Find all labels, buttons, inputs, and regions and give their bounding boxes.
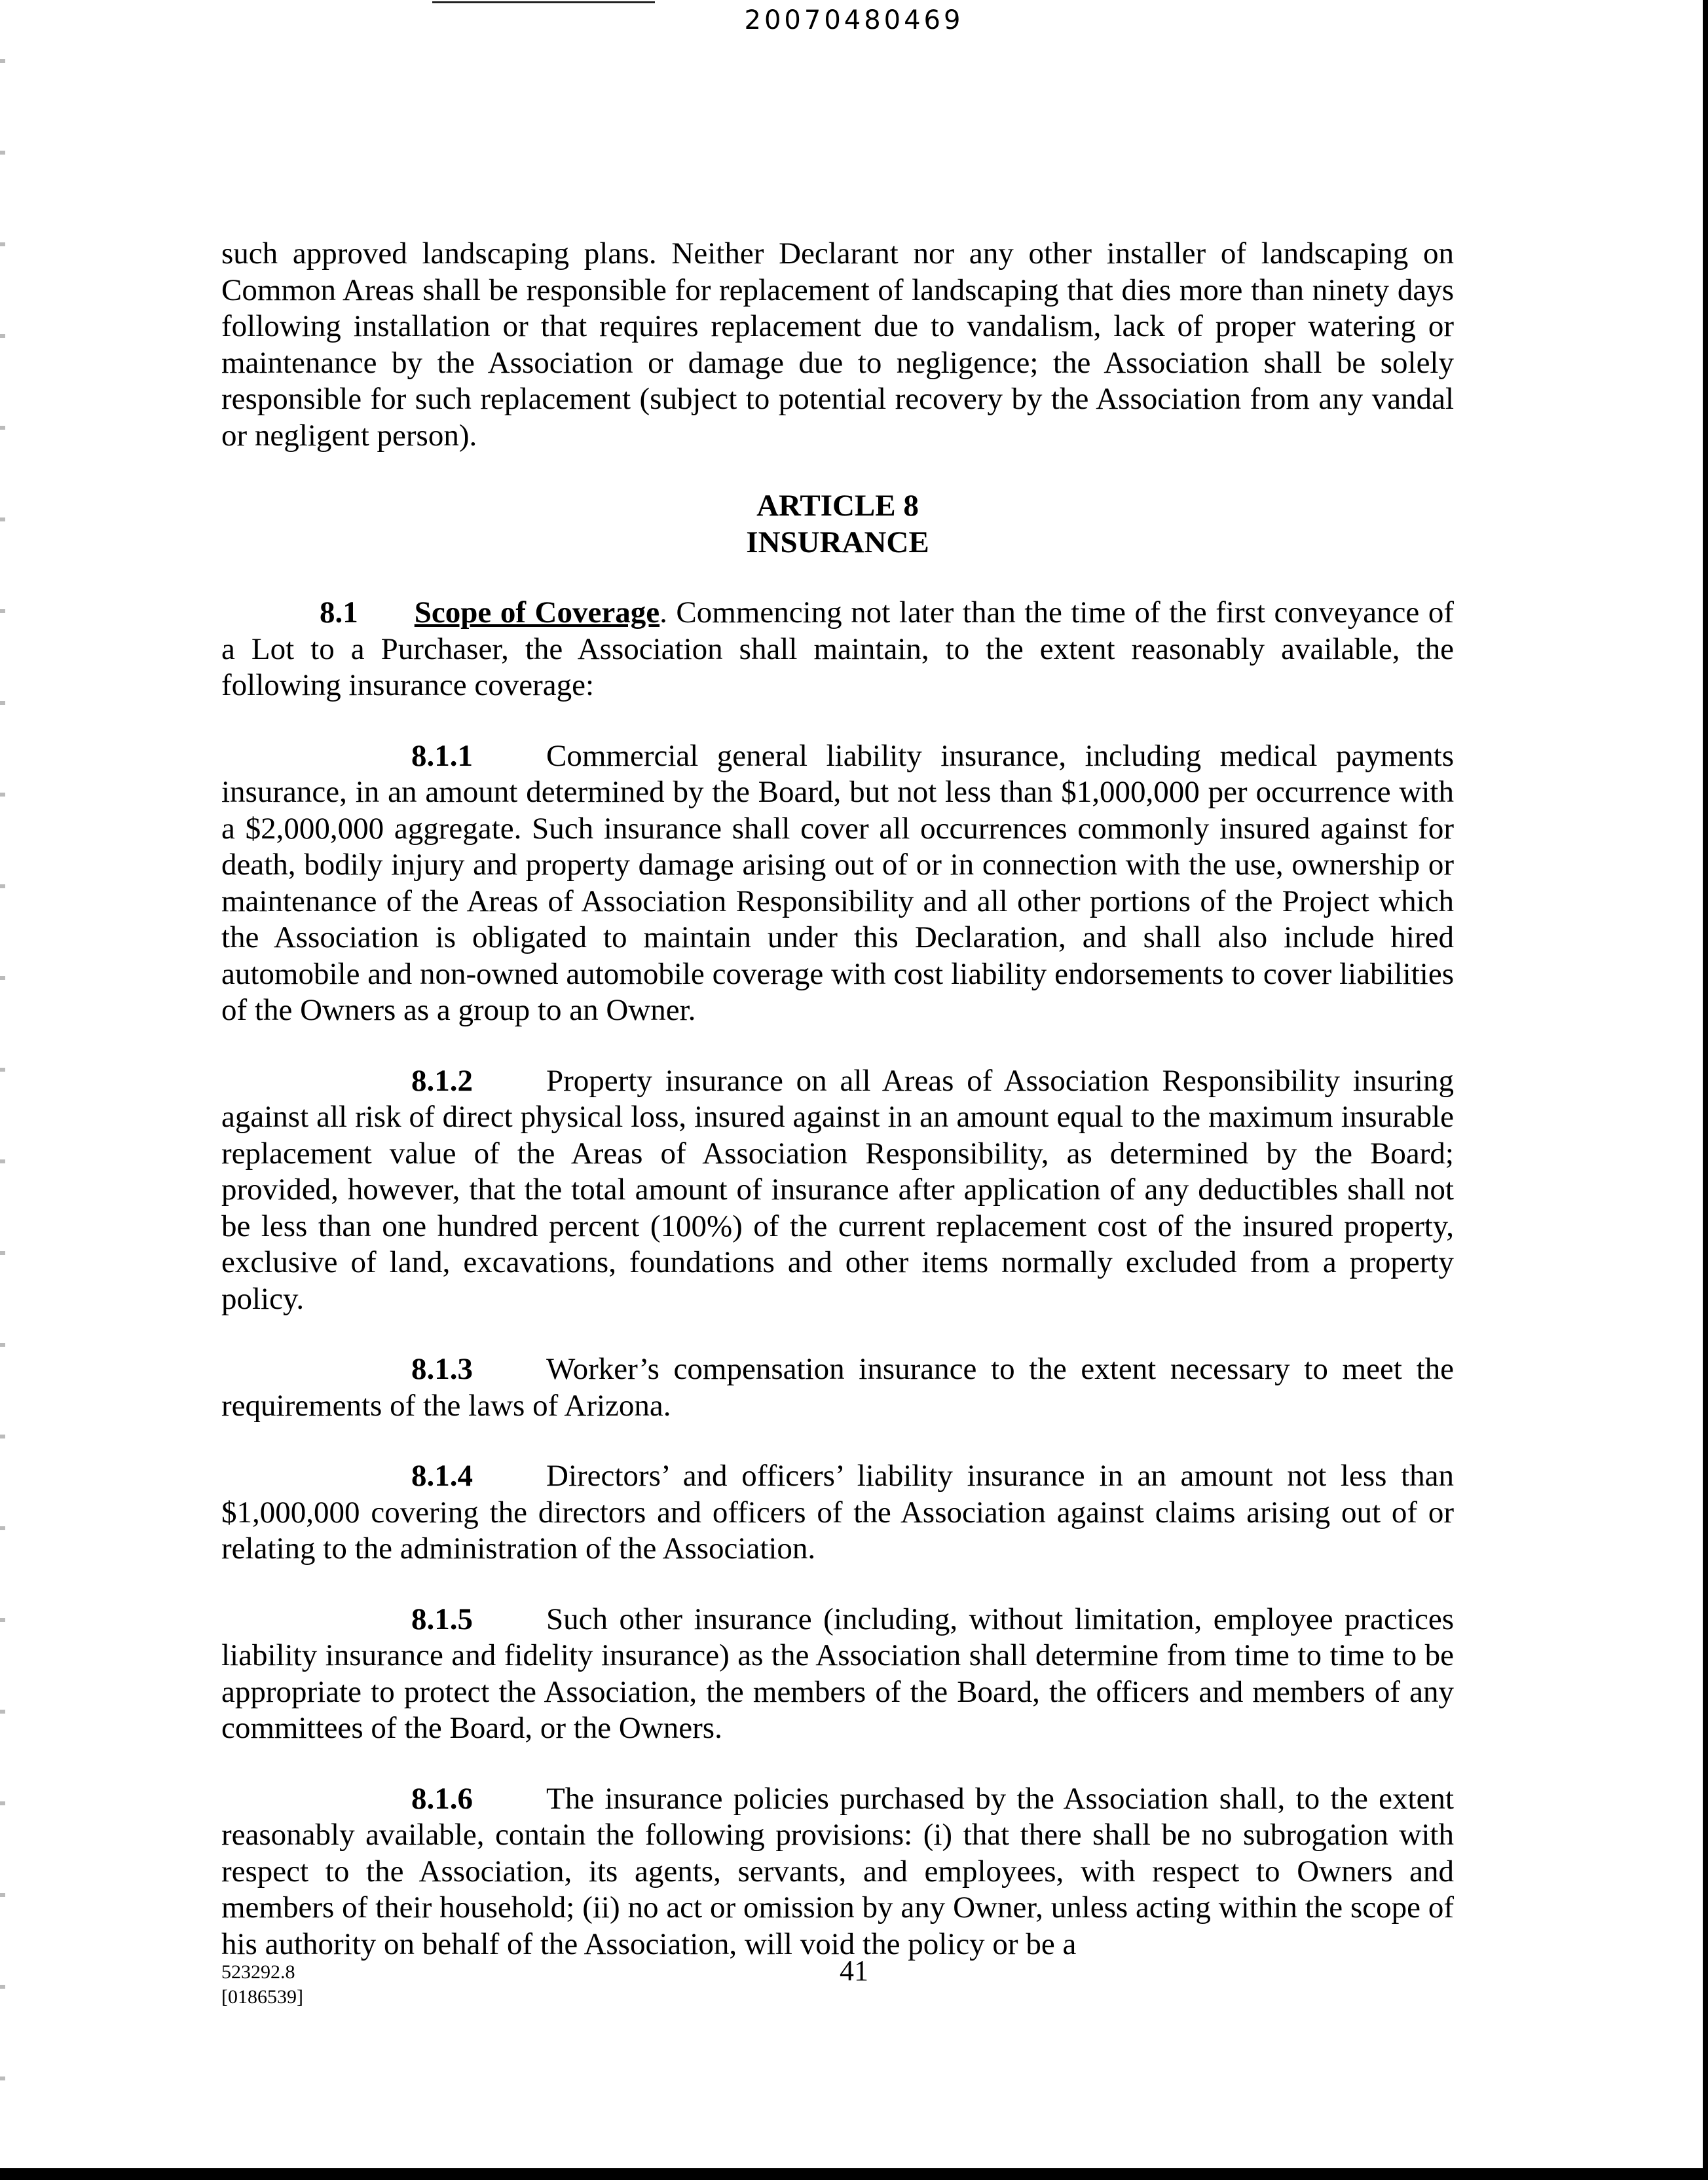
section-number: 8.1	[320, 595, 358, 630]
subsection-8-1-3	[221, 1351, 1454, 1424]
scan-edge-marks	[0, 0, 5, 2149]
subsection-text: Commercial general liability insurance, including medical payments insurance, in an amount determined by the Board, but not less than $1,000,000 per occurrence with a $2,000,000 aggregate. Such insurance shall cover all occurrences commonly insured against for death, bodily injury and property damage arising out of or in connection with the use, ownership or maintenance of the Areas of Association Responsibility and all other portions of the Project which the Association is obligated to maintain under this Declaration, and shall also include hired automobile and non-owned automobile coverage with cost liability endorsements to cover liabilities of the Owners as a group to an Owner.	[221, 738, 1454, 1027]
subsection-number: 8.1.4	[411, 1459, 473, 1493]
subsection-text: Property insurance on all Areas of Association Responsibility insuring against all risk of direct physical loss, insured against in an amount equal to the maximum insurable replacement value of the Areas of Association Responsibility, as determined by the Board; provided, however, that the total amount of insurance after application of any deductibles shall not be less than one hundred percent (100%) of the current replacement cost of the insured property, exclusive of land, excavations, foundations and other items normally excluded from a property policy.	[221, 1063, 1454, 1316]
subsection-text: Such other insurance (including, without limitation, employee practices liability insurance and fidelity insurance) as the Association shall determine from time to time to be appropriate to protect the Association, the members of the Board, the officers and members of any committees of the Board, or the Owners.	[221, 1602, 1454, 1745]
scan-right-border	[1703, 0, 1708, 2168]
recording-number: 20070480469	[744, 5, 964, 35]
scan-bottom-border	[0, 2168, 1708, 2180]
subsection-8-1-1	[221, 738, 1454, 1029]
subsection-8-1-4	[221, 1458, 1454, 1568]
article-title: ARTICLE 8	[756, 489, 919, 523]
subsection-text: Directors’ and officers’ liability insurance in an amount not less than $1,000,000 covering the directors and officers of the Association against claims arising out of or relating to the administration of the Association.	[221, 1459, 1454, 1566]
article-heading	[221, 488, 1454, 561]
scan-top-mark	[432, 1, 655, 3]
subsection-number: 8.1.2	[411, 1063, 473, 1098]
section-8-1	[221, 595, 1454, 704]
subsection-number: 8.1.1	[411, 738, 473, 773]
section-title: Scope of Coverage	[414, 595, 660, 630]
subsection-number: 8.1.6	[411, 1781, 473, 1816]
subsection-number: 8.1.3	[411, 1352, 473, 1386]
page-number: 41	[840, 1955, 868, 1987]
article-subtitle: INSURANCE	[746, 525, 929, 559]
section-text: . Commencing not later than the time of the first conveyance of a Lot to a Purchaser, the Association shall maintain, to the extent reasonably available, the following insurance coverage:	[221, 595, 1454, 702]
subsection-8-1-6	[221, 1781, 1454, 1963]
subsection-8-1-2	[221, 1063, 1454, 1318]
subsection-8-1-5	[221, 1602, 1454, 1747]
subsection-text: Worker’s compensation insurance to the extent necessary to meet the requirements of the laws of Arizona.	[221, 1352, 1454, 1423]
footer-doc-id: [0186539]	[221, 1986, 303, 2008]
subsection-text: The insurance policies purchased by the Association shall, to the extent reasonably available, contain the following provisions: (i) that there shall be no subrogation with respect to the Association, its agents, servants, and employees, with respect to Owners and members of their household; (ii) no act or omission by any Owner, unless acting within the scope of his authority on behalf of the Association, will void the policy or be a	[221, 1781, 1454, 1961]
subsection-number: 8.1.5	[411, 1602, 473, 1636]
continuation-paragraph: such approved landscaping plans. Neither Declarant nor any other installer of landscaping on Common Areas shall be responsible for replacement of landscaping that dies more than ninety days following installation or that requires replacement due to vandalism, lack of proper watering or maintenance by the Association or damage due to negligence; the Association shall be solely responsible for such replacement (subject to potential recovery by the Association from any vandal or negligent person).	[221, 236, 1454, 453]
footer-doc-ref: 523292.8	[221, 1961, 295, 1983]
page-body	[221, 236, 1454, 1963]
